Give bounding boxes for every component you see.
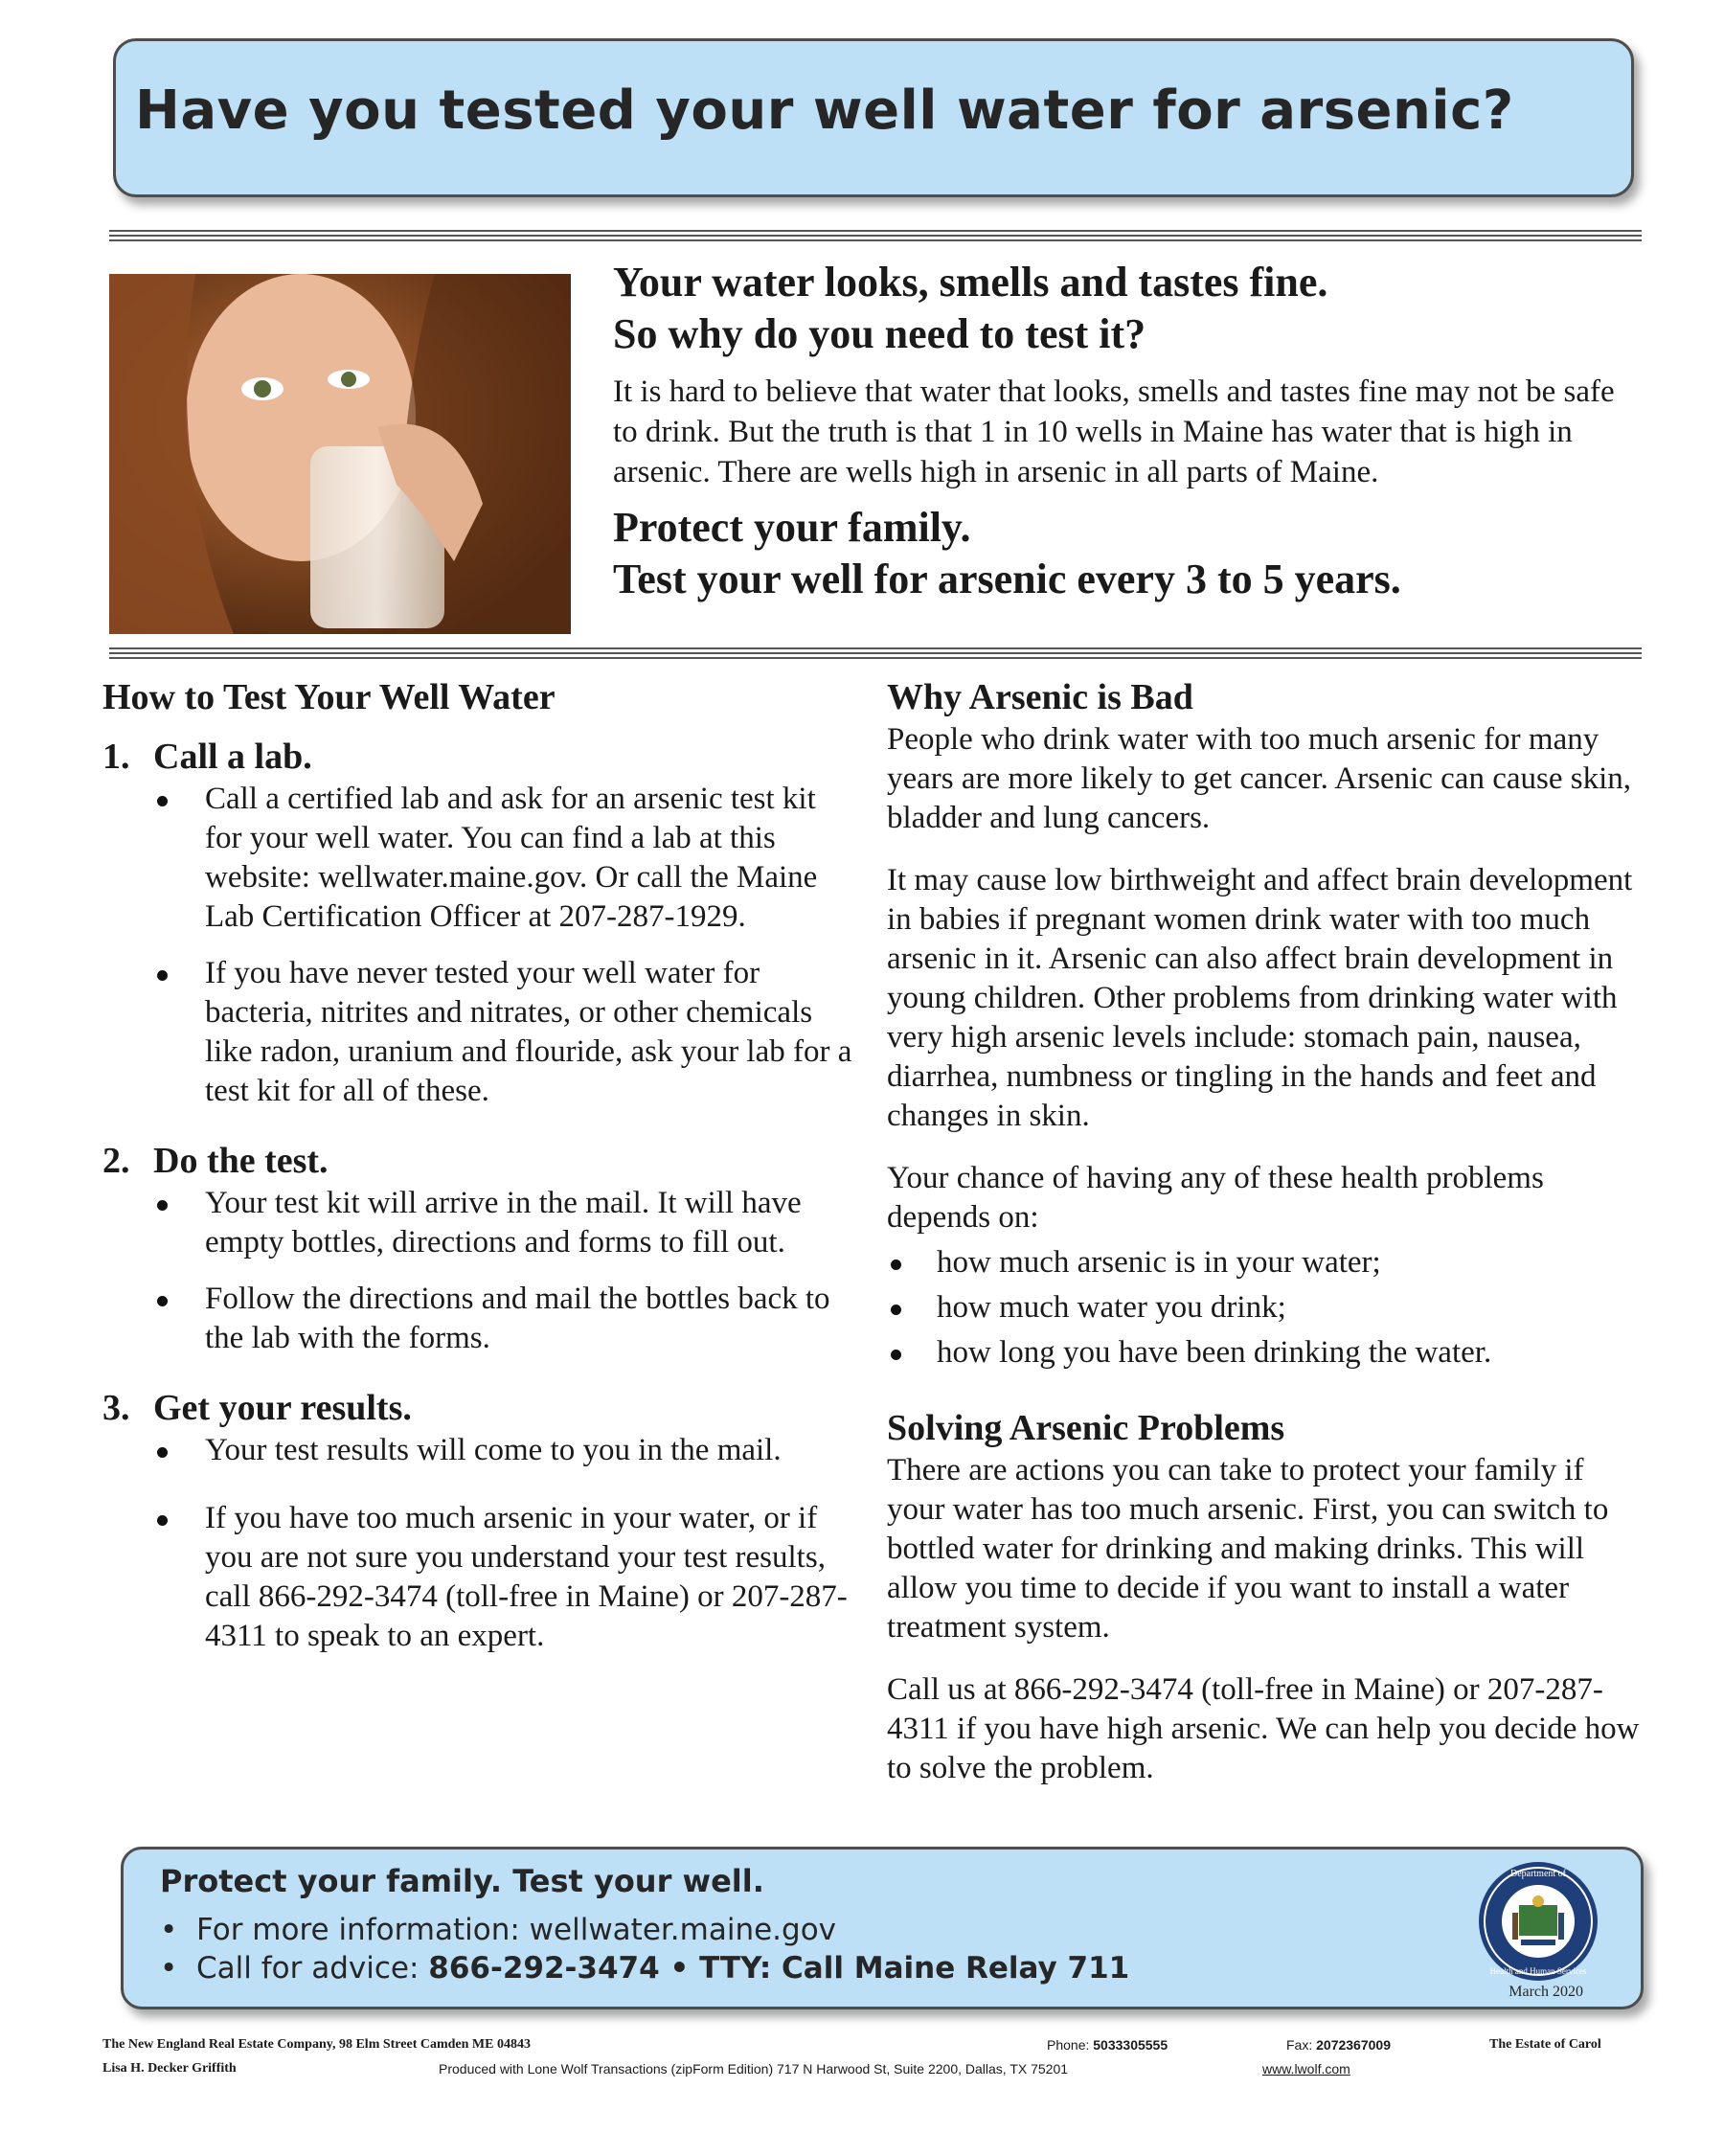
- step-number: 1.: [102, 737, 130, 777]
- page-title: Have you tested your well water for arsenic?: [135, 79, 1514, 142]
- why-para-2: It may cause low birthweight and affect brain development in babies if pregnant women drink water with too much arsenic in it. Arsenic can also affect brain development in young children. Other problems from drinking water with very high arsenic levels include: stomach pain, nausea, diarrhea, numbness or tingling in the hands and feet and changes in skin.: [887, 863, 1633, 1133]
- list-item: Call a certified lab and ask for an arsenic test kit for your well water. You can find a lab at this website: wellwater.maine.gov. Or call the Maine Lab Certification Officer at 207-287-1929.: [102, 780, 859, 937]
- seal-top-text: Department of: [1509, 1869, 1567, 1879]
- advice-phone: 866-292-3474 • TTY: Call Maine Relay 711: [428, 1951, 1130, 1986]
- how-to-heading: How to Test Your Well Water: [102, 677, 556, 717]
- phone-info: [1047, 2036, 1168, 2054]
- footer-banner: [121, 1847, 1644, 2009]
- why-arsenic-heading: Why Arsenic is Bad: [887, 677, 1193, 717]
- step-number: 2.: [102, 1141, 130, 1181]
- step-title: Do the test.: [153, 1141, 329, 1181]
- list-item: If you have never tested your well water for bacteria, nitrites and nitrates, or other chemicals like radon, uranium and flouride, ask your lab for a test kit for all of these.: [102, 954, 859, 1111]
- footer-date: March 2020: [1508, 1984, 1583, 2000]
- middle-divider: [109, 647, 1642, 659]
- info-link[interactable]: wellwater.maine.gov: [529, 1913, 837, 1947]
- estate-name: The Estate of Carol: [1489, 2037, 1601, 2052]
- advice-label: Call for advice:: [196, 1951, 429, 1986]
- phone-label: Phone:: [1047, 2037, 1094, 2053]
- list-item: how much arsenic is in your water;: [887, 1243, 1644, 1282]
- fax-info: [1286, 2036, 1391, 2054]
- why-para-1: People who drink water with too much arsenic for many years are more likely to get cancer. Arsenic can cause skin, bladder and lung cancers.: [887, 722, 1631, 835]
- intro-heading-1: Your water looks, smells and tastes fine.: [613, 259, 1328, 306]
- step-title: Call a lab.: [153, 737, 312, 777]
- step-1-heading: [102, 734, 859, 780]
- list-item: Follow the directions and mail the bottles back to the lab with the forms.: [102, 1280, 859, 1358]
- solving-para-1: There are actions you can take to protect your family if your water has too much arsenic. First, you can switch to bottled water for drinking and making drinks. This will allow you time to decide if you want to install a water treatment system.: [887, 1453, 1609, 1645]
- list-item: Your test results will come to you in the mail.: [102, 1431, 859, 1470]
- advice-line: • Call for advice: 866-292-3474 • TTY: Call Maine Relay 711: [160, 1951, 1130, 1986]
- list-item: how long you have been drinking the water.: [887, 1333, 1644, 1373]
- list-item: Your test kit will arrive in the mail. It will have empty bottles, directions and forms to fill out.: [102, 1184, 859, 1262]
- girl-drinking-water-photo: [109, 274, 571, 634]
- company-address: The New England Real Estate Company, 98 Elm Street Camden ME 04843: [102, 2037, 531, 2052]
- photo-illustration: [109, 274, 571, 634]
- intro-paragraph: It is hard to believe that water that looks, smells and tastes fine may not be safe to drink. But the truth is that 1 in 10 wells in Maine has water that is high in arsenic. There are wells high in arsenic in all parts of Maine.: [613, 374, 1615, 489]
- step-title: Get your results.: [153, 1388, 412, 1428]
- footer-title: Protect your family. Test your well.: [160, 1863, 764, 1899]
- list-item: how much water you drink;: [887, 1288, 1644, 1328]
- protect-heading-1: Protect your family.: [613, 504, 971, 551]
- why-arsenic-section: [887, 674, 1644, 1788]
- fax-number: 2072367009: [1316, 2037, 1391, 2053]
- info-line: • For more information: wellwater.maine.gov: [160, 1913, 837, 1947]
- phone-number: 5033305555: [1093, 2037, 1168, 2053]
- step-2-heading: [102, 1138, 859, 1184]
- lwolf-url[interactable]: www.lwolf.com: [1262, 2061, 1350, 2077]
- protect-heading-2: Test your well for arsenic every 3 to 5 years.: [613, 556, 1401, 602]
- intro-section: [613, 257, 1638, 605]
- lwolf-link[interactable]: [1262, 2060, 1350, 2077]
- maine-dhhs-seal-icon: [1476, 1859, 1600, 1984]
- seal-bottom-text: Health and Human Services: [1489, 1966, 1587, 1976]
- list-item: If you have too much arsenic in your water, or if you are not sure you understand your test results, call 866-292-3474 (toll-free in Maine) or 207-287-4311 to speak to an expert.: [102, 1499, 859, 1656]
- step-3-heading: [102, 1385, 859, 1431]
- produced-with: Produced with Lone Wolf Transactions (zipForm Edition) 717 N Harwood St, Suite 2200, Dallas, TX 75201: [439, 2061, 1069, 2077]
- fax-label: Fax:: [1286, 2037, 1317, 2053]
- step-number: 3.: [102, 1388, 130, 1428]
- why-para-3: Your chance of having any of these health problems depends on:: [887, 1161, 1544, 1235]
- solving-para-2: Call us at 866-292-3474 (toll-free in Maine) or 207-287-4311 if you have high arsenic. We can help you decide how to solve the problem.: [887, 1672, 1640, 1785]
- intro-heading-2: So why do you need to test it?: [613, 310, 1146, 357]
- top-divider: [109, 230, 1642, 241]
- how-to-test-section: [102, 674, 859, 1656]
- agent-name: Lisa H. Decker Griffith: [102, 2061, 237, 2076]
- header-banner: [113, 38, 1634, 197]
- info-label: For more information:: [196, 1913, 530, 1947]
- solving-heading: Solving Arsenic Problems: [887, 1408, 1285, 1448]
